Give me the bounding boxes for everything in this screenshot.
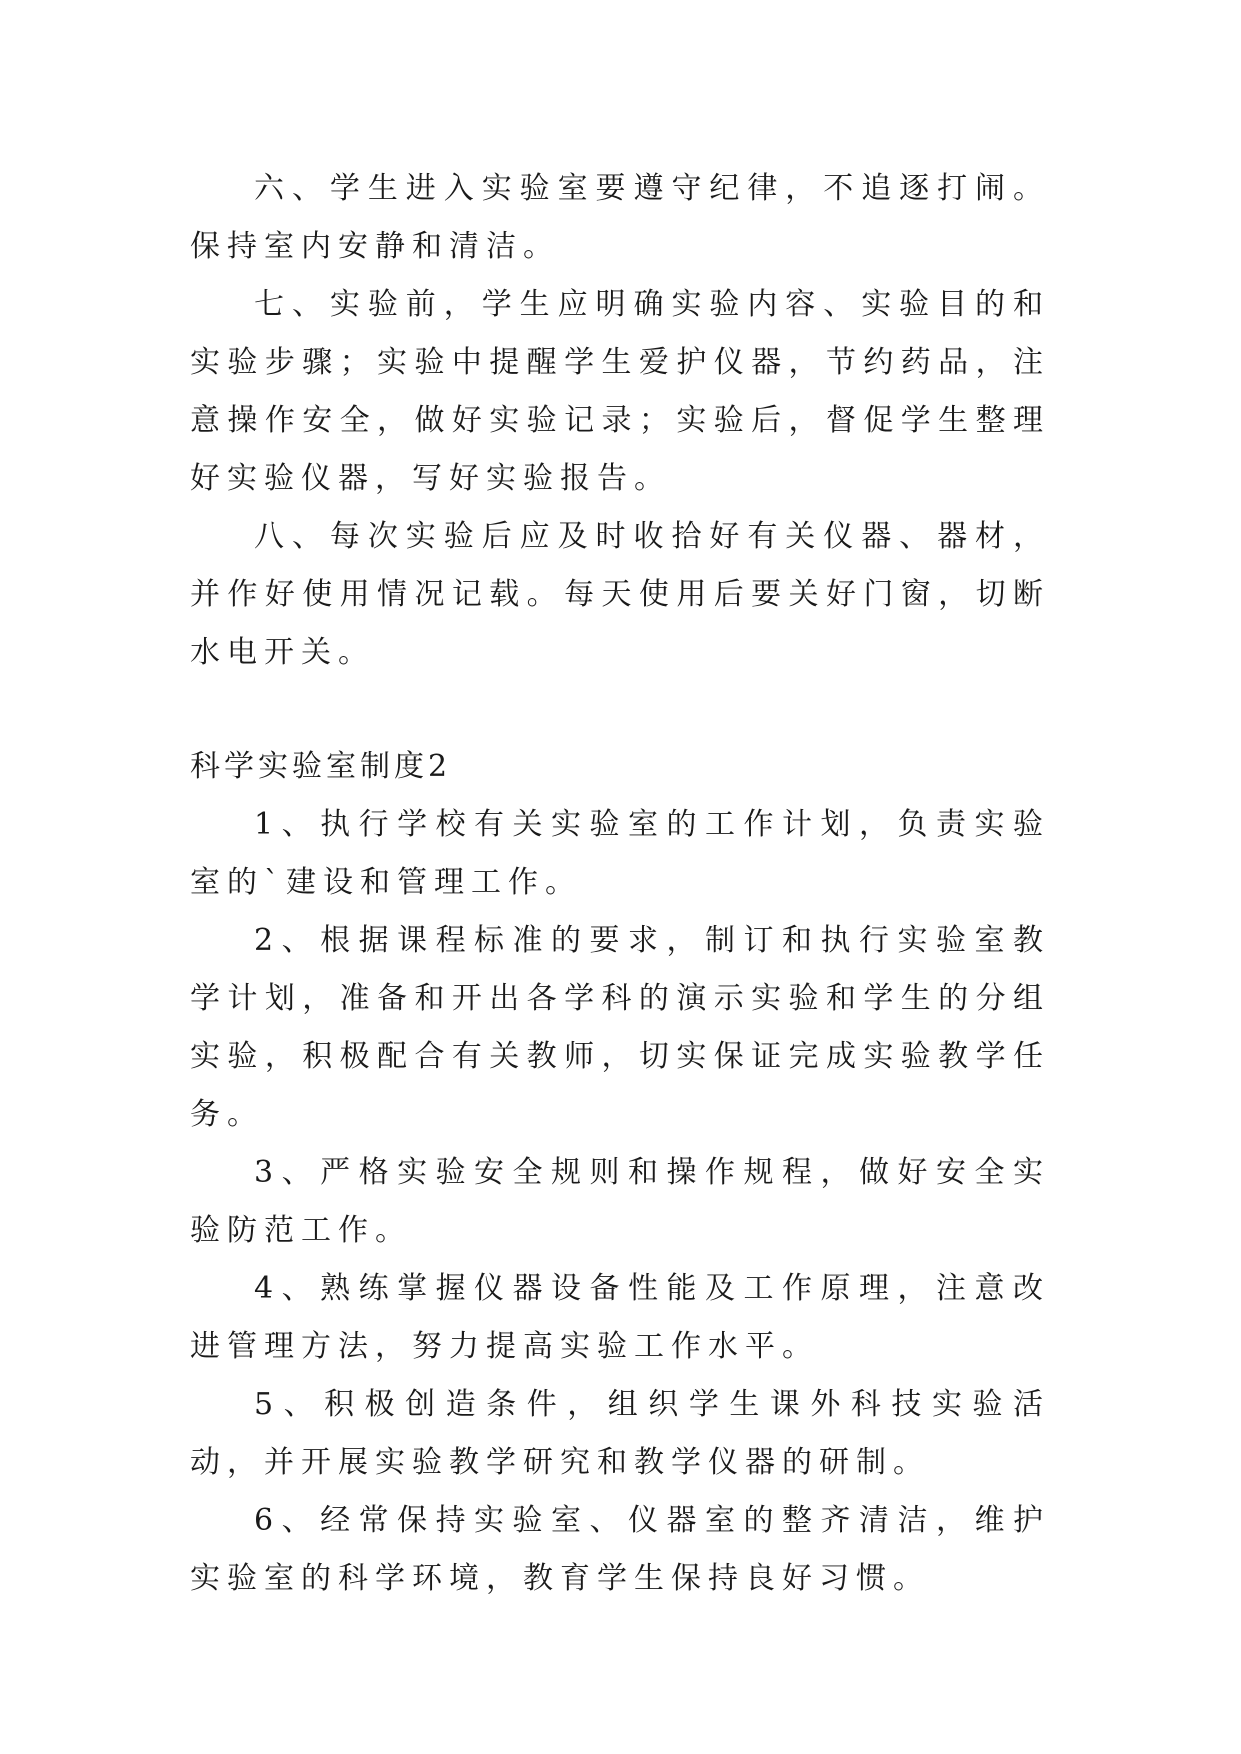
item-paragraph-6: 6、经常保持实验室、仪器室的整齐清洁，维护实验室的科学环境，教育学生保持良好习惯。 xyxy=(190,1503,1050,1596)
item-paragraph-5: 5、积极创造条件，组织学生课外科技实验活动，并开展实验教学研究和教学仪器的研制。 xyxy=(190,1387,1050,1480)
document-body xyxy=(190,160,1050,1608)
item-paragraph-3: 3、严格实验安全规则和操作规程，做好安全实验防范工作。 xyxy=(190,1155,1050,1248)
item-paragraph-2: 2、根据课程标准的要求，制订和执行实验室教学计划，准备和开出各学科的演示实验和学生的分组实验，积极配合有关教师，切实保证完成实验教学任务。 xyxy=(190,923,1050,1132)
rule-paragraph-6: 六、学生进入实验室要遵守纪律，不追逐打闹。保持室内安静和清洁。 xyxy=(190,171,1050,264)
rule-paragraph-7: 七、实验前，学生应明确实验内容、实验目的和实验步骤；实验中提醒学生爱护仪器，节约药品，注意操作安全，做好实验记录；实验后，督促学生整理好实验仪器，写好实验报告。 xyxy=(190,287,1050,496)
item-paragraph-4: 4、熟练掌握仪器设备性能及工作原理，注意改进管理方法，努力提高实验工作水平。 xyxy=(190,1271,1050,1364)
rule-paragraph-8: 八、每次实验后应及时收拾好有关仪器、器材，并作好使用情况记载。每天使用后要关好门窗，切断水电开关。 xyxy=(190,519,1050,670)
item-paragraph-1: 1、执行学校有关实验室的工作计划，负责实验室的`建设和管理工作。 xyxy=(190,807,1050,900)
section-heading: 科学实验室制度2 xyxy=(190,749,452,784)
